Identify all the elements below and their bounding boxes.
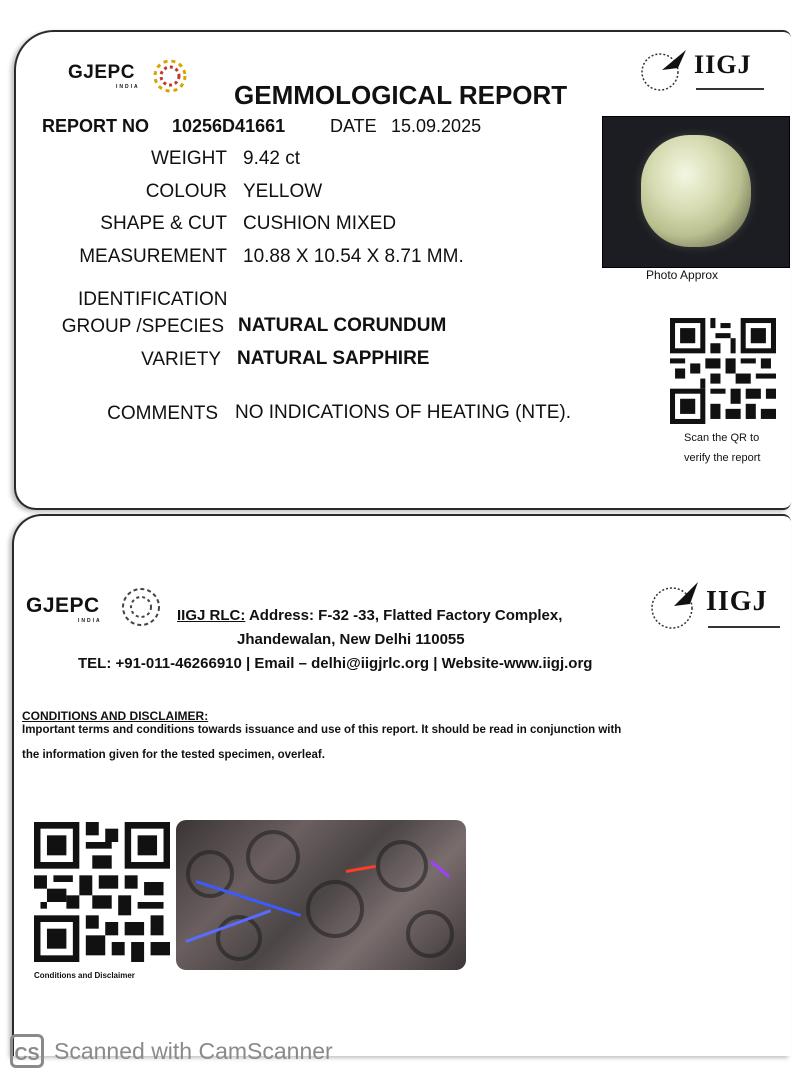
hologram-ring bbox=[306, 880, 364, 938]
conditions-title: CONDITIONS AND DISCLAIMER: bbox=[22, 709, 209, 723]
gjepc-logo-text: GJEPC bbox=[68, 62, 135, 83]
hologram-ring bbox=[246, 830, 300, 884]
hologram-ring bbox=[406, 910, 454, 958]
security-hologram bbox=[176, 820, 466, 970]
gjepc-logo-sub: INDIA bbox=[116, 84, 140, 90]
hologram-streak bbox=[430, 860, 450, 878]
conditions-qr-caption: Conditions and Disclaimer bbox=[34, 971, 135, 980]
address-block bbox=[177, 607, 562, 624]
iigj-logo-text: IIGJ bbox=[694, 50, 752, 79]
iigj-emblem-back-icon bbox=[646, 576, 702, 634]
variety-label: VARIETY bbox=[141, 349, 221, 370]
verify-qr-code[interactable] bbox=[670, 318, 776, 424]
conditions-line2: the information given for the tested specimen, overleaf. bbox=[22, 749, 325, 761]
shape-cut-label: SHAPE & CUT bbox=[100, 213, 227, 234]
iigj-logo-back bbox=[646, 576, 786, 634]
date-label: DATE bbox=[330, 116, 377, 136]
gjepc-logo-sub-back: INDIA bbox=[78, 618, 102, 624]
report-no-label: REPORT NO bbox=[42, 116, 150, 136]
measurement-label: MEASUREMENT bbox=[79, 246, 227, 267]
report-title: GEMMOLOGICAL REPORT bbox=[234, 80, 568, 110]
group-species-value: NATURAL CORUNDUM bbox=[238, 315, 447, 336]
iigj-logo bbox=[634, 44, 774, 96]
conditions-line1: Important terms and conditions towards issuance and use of this report. It should be read in conjunction with bbox=[22, 724, 622, 736]
address-label: IIGJ RLC: bbox=[177, 607, 246, 624]
conditions-qr-code[interactable] bbox=[34, 822, 170, 962]
colour-value: YELLOW bbox=[243, 181, 323, 202]
camscanner-icon: CS bbox=[10, 1034, 44, 1068]
iigj-logo-underline bbox=[696, 88, 764, 90]
hologram-streak bbox=[346, 865, 376, 873]
colour-label: COLOUR bbox=[145, 181, 227, 202]
gjepc-logo bbox=[68, 62, 140, 90]
gjepc-logo-text-back: GJEPC bbox=[26, 594, 100, 617]
weight-label: WEIGHT bbox=[151, 148, 227, 169]
variety-value: NATURAL SAPPHIRE bbox=[237, 348, 430, 369]
sapphire-stone-image bbox=[641, 135, 751, 247]
gjepc-logo-back bbox=[26, 594, 102, 624]
date-value: 15.09.2025 bbox=[391, 116, 482, 136]
iigj-emblem-icon bbox=[634, 44, 690, 96]
hologram-ring bbox=[376, 840, 428, 892]
gjepc-emblem-icon bbox=[148, 54, 192, 98]
qr-caption-line2: verify the report bbox=[684, 452, 761, 464]
comments-label: COMMENTS bbox=[107, 403, 218, 424]
iigj-logo-underline-back bbox=[708, 626, 780, 628]
photo-caption: Photo Approx bbox=[646, 268, 719, 282]
contact-line: TEL: +91-011-46266910 | Email – delhi@iigjrlc.org | Website-www.iigj.org bbox=[78, 655, 593, 672]
camscanner-watermark bbox=[10, 1034, 410, 1074]
address-line1: Address: F-32 -33, Flatted Factory Complex, bbox=[248, 607, 563, 624]
report-no-value: 10256D41661 bbox=[172, 116, 286, 136]
camscanner-text: Scanned with CamScanner bbox=[54, 1038, 333, 1064]
gem-photo bbox=[602, 116, 790, 268]
identification-label: IDENTIFICATION bbox=[78, 289, 228, 310]
comments-value: NO INDICATIONS OF HEATING (NTE). bbox=[235, 402, 572, 423]
iigj-logo-text-back: IIGJ bbox=[706, 586, 768, 617]
measurement-value: 10.88 X 10.54 X 8.71 MM. bbox=[243, 246, 464, 267]
gjepc-emblem-back-icon bbox=[116, 582, 166, 632]
hologram-streak bbox=[196, 880, 302, 917]
weight-value: 9.42 ct bbox=[243, 148, 301, 169]
shape-cut-value: CUSHION MIXED bbox=[243, 213, 397, 234]
qr-caption-line1: Scan the QR to bbox=[684, 432, 760, 444]
address-line2: Jhandewalan, New Delhi 110055 bbox=[237, 631, 465, 648]
group-species-label: GROUP /SPECIES bbox=[61, 316, 224, 337]
